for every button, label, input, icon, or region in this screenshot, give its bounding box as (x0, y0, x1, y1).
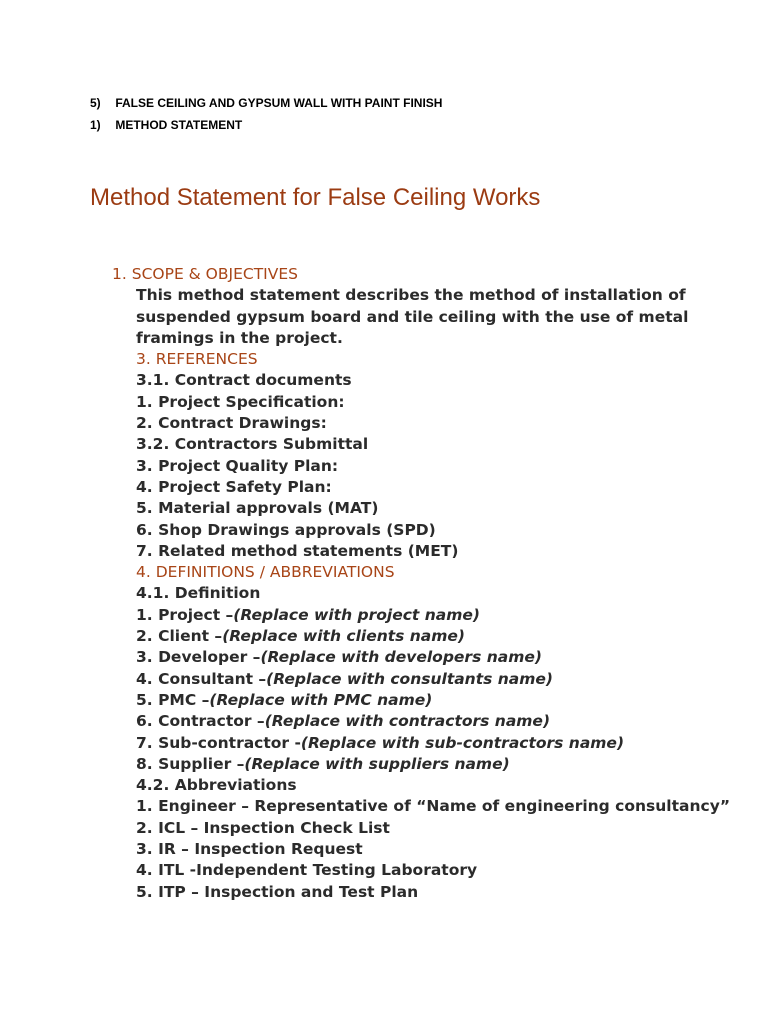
document-body (112, 264, 752, 903)
scope-body: This method statement describes the method of installation of suspended gypsum board and tile ceiling with the use of metal framings in the project. (136, 286, 689, 347)
heading-number: 1) (90, 118, 101, 132)
heading-number: 5) (90, 96, 101, 110)
abbreviation-item: 1. Engineer – Representative of “Name of engineering consultancy” (136, 797, 731, 816)
section-heading-2 (90, 118, 242, 132)
scope-number: 1. (112, 265, 127, 283)
references-heading: 3. REFERENCES (136, 350, 258, 369)
reference-item: 1. Project Specification: (136, 392, 345, 411)
reference-item: 6. Shop Drawings approvals (SPD) (136, 520, 436, 539)
definition-item (136, 733, 752, 754)
definition-placeholder: (Replace with consultants name) (266, 669, 553, 688)
reference-item: 3.2. Contractors Submittal (136, 435, 369, 454)
definitions-list (136, 605, 752, 775)
abbreviations-subtitle: 4.2. Abbreviations (136, 776, 297, 795)
definition-item (136, 605, 752, 626)
definition-placeholder: (Replace with developers name) (260, 648, 542, 667)
abbreviations-list (136, 796, 752, 902)
reference-item: 3. Project Quality Plan: (136, 456, 339, 475)
section-heading-1 (90, 96, 442, 110)
abbreviation-item: 3. IR – Inspection Request (136, 840, 363, 859)
definition-item (136, 711, 752, 732)
reference-item: 7. Related method statements (MET) (136, 541, 459, 560)
reference-item: 4. Project Safety Plan: (136, 477, 332, 496)
definition-term: 1. Project – (136, 605, 234, 624)
definition-term: 3. Developer – (136, 648, 261, 667)
definition-item (136, 626, 752, 647)
abbreviation-item: 5. ITP – Inspection and Test Plan (136, 882, 419, 901)
document-title: Method Statement for False Ceiling Works (90, 184, 541, 211)
scope-heading (112, 264, 752, 285)
definition-term: 7. Sub-contractor - (136, 733, 301, 752)
definition-placeholder: (Replace with project name) (233, 605, 480, 624)
definition-term: 6. Contractor – (136, 712, 265, 731)
abbreviation-item: 4. ITL -Independent Testing Laboratory (136, 861, 478, 880)
definition-placeholder: (Replace with suppliers name) (244, 754, 510, 773)
definition-placeholder: (Replace with sub-contractors name) (300, 733, 625, 752)
definition-term: 2. Client – (136, 627, 223, 646)
abbreviation-item: 2. ICL – Inspection Check List (136, 818, 390, 837)
definition-item (136, 754, 752, 775)
reference-item: 2. Contract Drawings: (136, 414, 327, 433)
references-list (136, 370, 752, 562)
definition-item (136, 647, 752, 668)
definitions-heading: 4. DEFINITIONS / ABBREVIATIONS (136, 563, 395, 582)
reference-item: 3.1. Contract documents (136, 371, 352, 390)
definition-placeholder: (Replace with contractors name) (264, 712, 551, 731)
reference-item: 5. Material approvals (MAT) (136, 499, 379, 518)
definition-term: 5. PMC – (136, 690, 210, 709)
heading-text: FALSE CEILING AND GYPSUM WALL WITH PAINT FINISH (115, 96, 443, 110)
definition-subtitle: 4.1. Definition (136, 584, 261, 603)
definition-term: 4. Consultant – (136, 669, 267, 688)
heading-text: METHOD STATEMENT (115, 118, 243, 132)
definition-placeholder: (Replace with PMC name) (209, 690, 433, 709)
scope-title: SCOPE & OBJECTIVES (131, 265, 298, 283)
definition-item (136, 669, 752, 690)
definition-item (136, 690, 752, 711)
definition-term: 8. Supplier – (136, 754, 245, 773)
definition-placeholder: (Replace with clients name) (222, 627, 466, 646)
